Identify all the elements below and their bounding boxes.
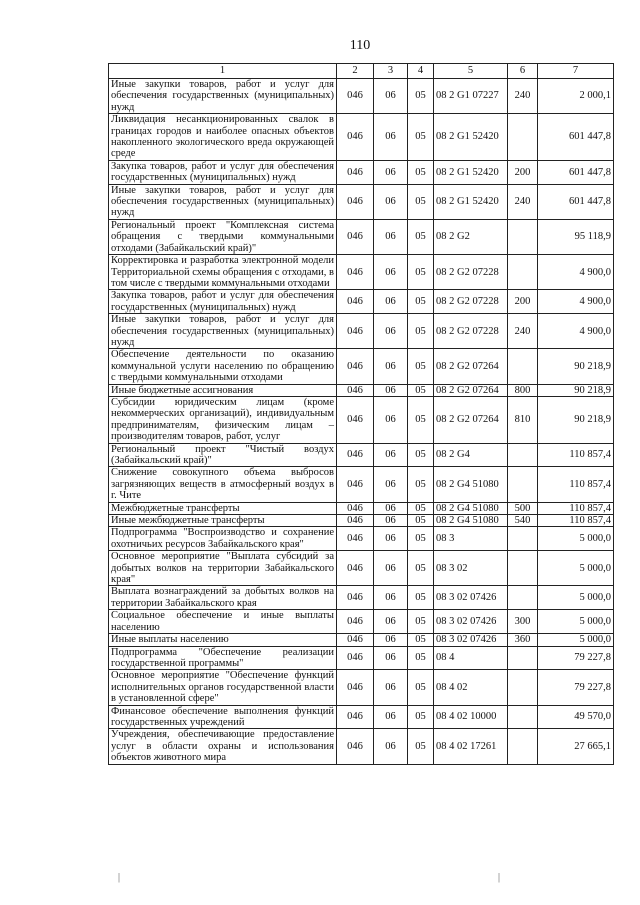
ministry-code-cell: 046 xyxy=(337,255,374,290)
row-name-cell: Субсидии юридическим лицам (кроме некоммерческих организаций), индивидуальным предпринимателям, физическим лицам – производителям товаров, работ, услуг xyxy=(109,396,337,443)
target-article-cell: 08 2 G4 51080 xyxy=(434,467,508,502)
column-header: 6 xyxy=(508,64,538,79)
subsection-code-cell: 05 xyxy=(408,467,434,502)
subsection-code-cell: 05 xyxy=(408,646,434,670)
section-code-cell: 06 xyxy=(374,384,408,396)
section-code-cell: 06 xyxy=(374,527,408,551)
table-header-row xyxy=(109,64,614,79)
expense-type-cell xyxy=(508,467,538,502)
section-code-cell: 06 xyxy=(374,314,408,349)
row-name-cell: Социальное обеспечение и иные выплаты населению xyxy=(109,610,337,634)
column-header: 2 xyxy=(337,64,374,79)
target-article-cell: 08 2 G2 07264 xyxy=(434,396,508,443)
table-row xyxy=(109,467,614,502)
target-article-cell: 08 2 G4 xyxy=(434,443,508,467)
row-name-cell: Иные закупки товаров, работ и услуг для обеспечения государственных (муниципальных) нужд xyxy=(109,79,337,114)
target-article-cell: 08 2 G4 51080 xyxy=(434,502,508,514)
target-article-cell: 08 2 G1 52420 xyxy=(434,184,508,219)
target-article-cell: 08 3 02 xyxy=(434,551,508,586)
ministry-code-cell: 046 xyxy=(337,384,374,396)
target-article-cell: 08 4 02 10000 xyxy=(434,705,508,729)
expense-type-cell: 500 xyxy=(508,502,538,514)
ministry-code-cell: 046 xyxy=(337,290,374,314)
table-row xyxy=(109,219,614,254)
subsection-code-cell: 05 xyxy=(408,79,434,114)
target-article-cell: 08 2 G2 07228 xyxy=(434,290,508,314)
row-name-cell: Иные закупки товаров, работ и услуг для обеспечения государственных (муниципальных) нужд xyxy=(109,314,337,349)
subsection-code-cell: 05 xyxy=(408,219,434,254)
expense-type-cell xyxy=(508,586,538,610)
expense-type-cell xyxy=(508,670,538,705)
ministry-code-cell: 046 xyxy=(337,634,374,646)
row-name-cell: Иные межбюджетные трансферты xyxy=(109,515,337,527)
section-code-cell: 06 xyxy=(374,551,408,586)
row-name-cell: Финансовое обеспечение выполнения функций государственных учреждений xyxy=(109,705,337,729)
section-code-cell: 06 xyxy=(374,349,408,384)
section-code-cell: 06 xyxy=(374,219,408,254)
target-article-cell: 08 3 xyxy=(434,527,508,551)
ministry-code-cell: 046 xyxy=(337,551,374,586)
ministry-code-cell: 046 xyxy=(337,502,374,514)
ministry-code-cell: 046 xyxy=(337,705,374,729)
ministry-code-cell: 046 xyxy=(337,349,374,384)
subsection-code-cell: 05 xyxy=(408,586,434,610)
row-name-cell: Иные бюджетные ассигнования xyxy=(109,384,337,396)
column-header: 7 xyxy=(538,64,614,79)
row-name-cell: Региональный проект "Чистый воздух (Забайкальский край)" xyxy=(109,443,337,467)
column-header: 4 xyxy=(408,64,434,79)
amount-cell: 110 857,4 xyxy=(538,515,614,527)
expense-type-cell xyxy=(508,705,538,729)
amount-cell: 601 447,8 xyxy=(538,184,614,219)
target-article-cell: 08 2 G2 xyxy=(434,219,508,254)
subsection-code-cell: 05 xyxy=(408,527,434,551)
ministry-code-cell: 046 xyxy=(337,610,374,634)
expense-type-cell xyxy=(508,551,538,586)
expense-type-cell xyxy=(508,646,538,670)
subsection-code-cell: 05 xyxy=(408,610,434,634)
table-row xyxy=(109,527,614,551)
expense-type-cell: 240 xyxy=(508,314,538,349)
section-code-cell: 06 xyxy=(374,443,408,467)
target-article-cell: 08 4 02 xyxy=(434,670,508,705)
table-row xyxy=(109,314,614,349)
row-name-cell: Иные выплаты населению xyxy=(109,634,337,646)
subsection-code-cell: 05 xyxy=(408,314,434,349)
amount-cell: 79 227,8 xyxy=(538,646,614,670)
row-name-cell: Подпрограмма "Обеспечение реализации государственной программы" xyxy=(109,646,337,670)
row-name-cell: Корректировка и разработка электронной модели Территориальной схемы обращения с отходами, в том числе с твердыми коммунальными отходами xyxy=(109,255,337,290)
target-article-cell: 08 4 02 17261 xyxy=(434,729,508,764)
amount-cell: 5 000,0 xyxy=(538,527,614,551)
page-number: 110 xyxy=(349,38,371,53)
ministry-code-cell: 046 xyxy=(337,527,374,551)
amount-cell: 2 000,1 xyxy=(538,79,614,114)
table-row xyxy=(109,705,614,729)
expense-type-cell xyxy=(508,729,538,764)
column-header: 1 xyxy=(109,64,337,79)
row-name-cell: Подпрограмма "Воспроизводство и сохранение охотничьих ресурсов Забайкальского края" xyxy=(109,527,337,551)
target-article-cell: 08 4 xyxy=(434,646,508,670)
amount-cell: 90 218,9 xyxy=(538,384,614,396)
target-article-cell: 08 2 G4 51080 xyxy=(434,515,508,527)
amount-cell: 5 000,0 xyxy=(538,634,614,646)
subsection-code-cell: 05 xyxy=(408,290,434,314)
table-row xyxy=(109,349,614,384)
table-row xyxy=(109,184,614,219)
ministry-code-cell: 046 xyxy=(337,515,374,527)
section-code-cell: 06 xyxy=(374,610,408,634)
subsection-code-cell: 05 xyxy=(408,396,434,443)
amount-cell: 27 665,1 xyxy=(538,729,614,764)
section-code-cell: 06 xyxy=(374,255,408,290)
table-row xyxy=(109,396,614,443)
target-article-cell: 08 2 G1 52420 xyxy=(434,114,508,161)
amount-cell: 49 570,0 xyxy=(538,705,614,729)
table-body xyxy=(109,79,614,765)
ministry-code-cell: 046 xyxy=(337,586,374,610)
amount-cell: 90 218,9 xyxy=(538,349,614,384)
table-row xyxy=(109,586,614,610)
row-name-cell: Закупка товаров, работ и услуг для обеспечения государственных (муниципальных) нужд xyxy=(109,160,337,184)
table-row xyxy=(109,634,614,646)
row-name-cell: Ликвидация несанкционированных свалок в границах городов и наиболее опасных объектов накопленного экологического вреда окружающей среде xyxy=(109,114,337,161)
section-code-cell: 06 xyxy=(374,114,408,161)
column-header: 3 xyxy=(374,64,408,79)
amount-cell: 5 000,0 xyxy=(538,610,614,634)
target-article-cell: 08 2 G2 07228 xyxy=(434,255,508,290)
subsection-code-cell: 05 xyxy=(408,502,434,514)
expense-type-cell xyxy=(508,255,538,290)
subsection-code-cell: 05 xyxy=(408,634,434,646)
amount-cell: 95 118,9 xyxy=(538,219,614,254)
amount-cell: 5 000,0 xyxy=(538,551,614,586)
subsection-code-cell: 05 xyxy=(408,384,434,396)
row-name-cell: Обеспечение деятельности по оказанию коммунальной услуги населению по обращению с твердыми коммунальными отходами xyxy=(109,349,337,384)
expense-type-cell: 360 xyxy=(508,634,538,646)
table-row xyxy=(109,502,614,514)
target-article-cell: 08 2 G1 52420 xyxy=(434,160,508,184)
expense-type-cell: 200 xyxy=(508,290,538,314)
ministry-code-cell: 046 xyxy=(337,114,374,161)
section-code-cell: 06 xyxy=(374,515,408,527)
subsection-code-cell: 05 xyxy=(408,114,434,161)
expense-type-cell: 240 xyxy=(508,184,538,219)
subsection-code-cell: 05 xyxy=(408,255,434,290)
target-article-cell: 08 2 G2 07228 xyxy=(434,314,508,349)
expense-type-cell xyxy=(508,349,538,384)
subsection-code-cell: 05 xyxy=(408,551,434,586)
target-article-cell: 08 2 G1 07227 xyxy=(434,79,508,114)
row-name-cell: Снижение совокупного объема выбросов загрязняющих веществ в атмосферный воздух в г. Чите xyxy=(109,467,337,502)
row-name-cell: Региональный проект "Комплексная система обращения с твердыми коммунальными отходами (Забайкальский край)" xyxy=(109,219,337,254)
ministry-code-cell: 046 xyxy=(337,670,374,705)
table-row xyxy=(109,551,614,586)
amount-cell: 110 857,4 xyxy=(538,467,614,502)
section-code-cell: 06 xyxy=(374,502,408,514)
row-name-cell: Межбюджетные трансферты xyxy=(109,502,337,514)
row-name-cell: Иные закупки товаров, работ и услуг для обеспечения государственных (муниципальных) нужд xyxy=(109,184,337,219)
target-article-cell: 08 3 02 07426 xyxy=(434,610,508,634)
row-name-cell: Выплата вознаграждений за добытых волков на территории Забайкальского края xyxy=(109,586,337,610)
section-code-cell: 06 xyxy=(374,467,408,502)
amount-cell: 110 857,4 xyxy=(538,502,614,514)
row-name-cell: Закупка товаров, работ и услуг для обеспечения государственных (муниципальных) нужд xyxy=(109,290,337,314)
ministry-code-cell: 046 xyxy=(337,314,374,349)
amount-cell: 4 900,0 xyxy=(538,290,614,314)
target-article-cell: 08 3 02 07426 xyxy=(434,634,508,646)
budget-table xyxy=(108,63,614,765)
table-row xyxy=(109,79,614,114)
row-name-cell: Учреждения, обеспечивающие предоставление услуг в области охраны и использования объектов животного мира xyxy=(109,729,337,764)
table-row xyxy=(109,646,614,670)
subsection-code-cell: 05 xyxy=(408,184,434,219)
table-row xyxy=(109,290,614,314)
subsection-code-cell: 05 xyxy=(408,705,434,729)
column-header: 5 xyxy=(434,64,508,79)
ministry-code-cell: 046 xyxy=(337,443,374,467)
scan-mark: | xyxy=(118,872,121,883)
table-row xyxy=(109,729,614,764)
ministry-code-cell: 046 xyxy=(337,160,374,184)
target-article-cell: 08 2 G2 07264 xyxy=(434,384,508,396)
table-row xyxy=(109,443,614,467)
expense-type-cell: 200 xyxy=(508,160,538,184)
section-code-cell: 06 xyxy=(374,79,408,114)
expense-type-cell: 300 xyxy=(508,610,538,634)
expense-type-cell: 810 xyxy=(508,396,538,443)
table-row xyxy=(109,255,614,290)
table-row xyxy=(109,670,614,705)
ministry-code-cell: 046 xyxy=(337,467,374,502)
subsection-code-cell: 05 xyxy=(408,670,434,705)
amount-cell: 90 218,9 xyxy=(538,396,614,443)
row-name-cell: Основное мероприятие "Обеспечение функций исполнительных органов государственной власти в установленной сфере" xyxy=(109,670,337,705)
subsection-code-cell: 05 xyxy=(408,160,434,184)
row-name-cell: Основное мероприятие "Выплата субсидий за добытых волков на территории Забайкальского края" xyxy=(109,551,337,586)
section-code-cell: 06 xyxy=(374,184,408,219)
table-row xyxy=(109,160,614,184)
ministry-code-cell: 046 xyxy=(337,729,374,764)
section-code-cell: 06 xyxy=(374,396,408,443)
amount-cell: 601 447,8 xyxy=(538,114,614,161)
target-article-cell: 08 3 02 07426 xyxy=(434,586,508,610)
table-row xyxy=(109,114,614,161)
target-article-cell: 08 2 G2 07264 xyxy=(434,349,508,384)
amount-cell: 4 900,0 xyxy=(538,255,614,290)
ministry-code-cell: 046 xyxy=(337,396,374,443)
expense-type-cell xyxy=(508,443,538,467)
amount-cell: 110 857,4 xyxy=(538,443,614,467)
ministry-code-cell: 046 xyxy=(337,79,374,114)
expense-type-cell xyxy=(508,527,538,551)
subsection-code-cell: 05 xyxy=(408,515,434,527)
amount-cell: 79 227,8 xyxy=(538,670,614,705)
table-row xyxy=(109,515,614,527)
scan-mark: | xyxy=(498,872,501,883)
section-code-cell: 06 xyxy=(374,586,408,610)
section-code-cell: 06 xyxy=(374,670,408,705)
section-code-cell: 06 xyxy=(374,160,408,184)
section-code-cell: 06 xyxy=(374,646,408,670)
amount-cell: 4 900,0 xyxy=(538,314,614,349)
section-code-cell: 06 xyxy=(374,705,408,729)
subsection-code-cell: 05 xyxy=(408,443,434,467)
section-code-cell: 06 xyxy=(374,729,408,764)
amount-cell: 601 447,8 xyxy=(538,160,614,184)
subsection-code-cell: 05 xyxy=(408,349,434,384)
amount-cell: 5 000,0 xyxy=(538,586,614,610)
table-row xyxy=(109,610,614,634)
ministry-code-cell: 046 xyxy=(337,646,374,670)
ministry-code-cell: 046 xyxy=(337,184,374,219)
expense-type-cell: 240 xyxy=(508,79,538,114)
expense-type-cell xyxy=(508,114,538,161)
expense-type-cell: 800 xyxy=(508,384,538,396)
expense-type-cell xyxy=(508,219,538,254)
section-code-cell: 06 xyxy=(374,290,408,314)
expense-type-cell: 540 xyxy=(508,515,538,527)
section-code-cell: 06 xyxy=(374,634,408,646)
table-row xyxy=(109,384,614,396)
subsection-code-cell: 05 xyxy=(408,729,434,764)
ministry-code-cell: 046 xyxy=(337,219,374,254)
